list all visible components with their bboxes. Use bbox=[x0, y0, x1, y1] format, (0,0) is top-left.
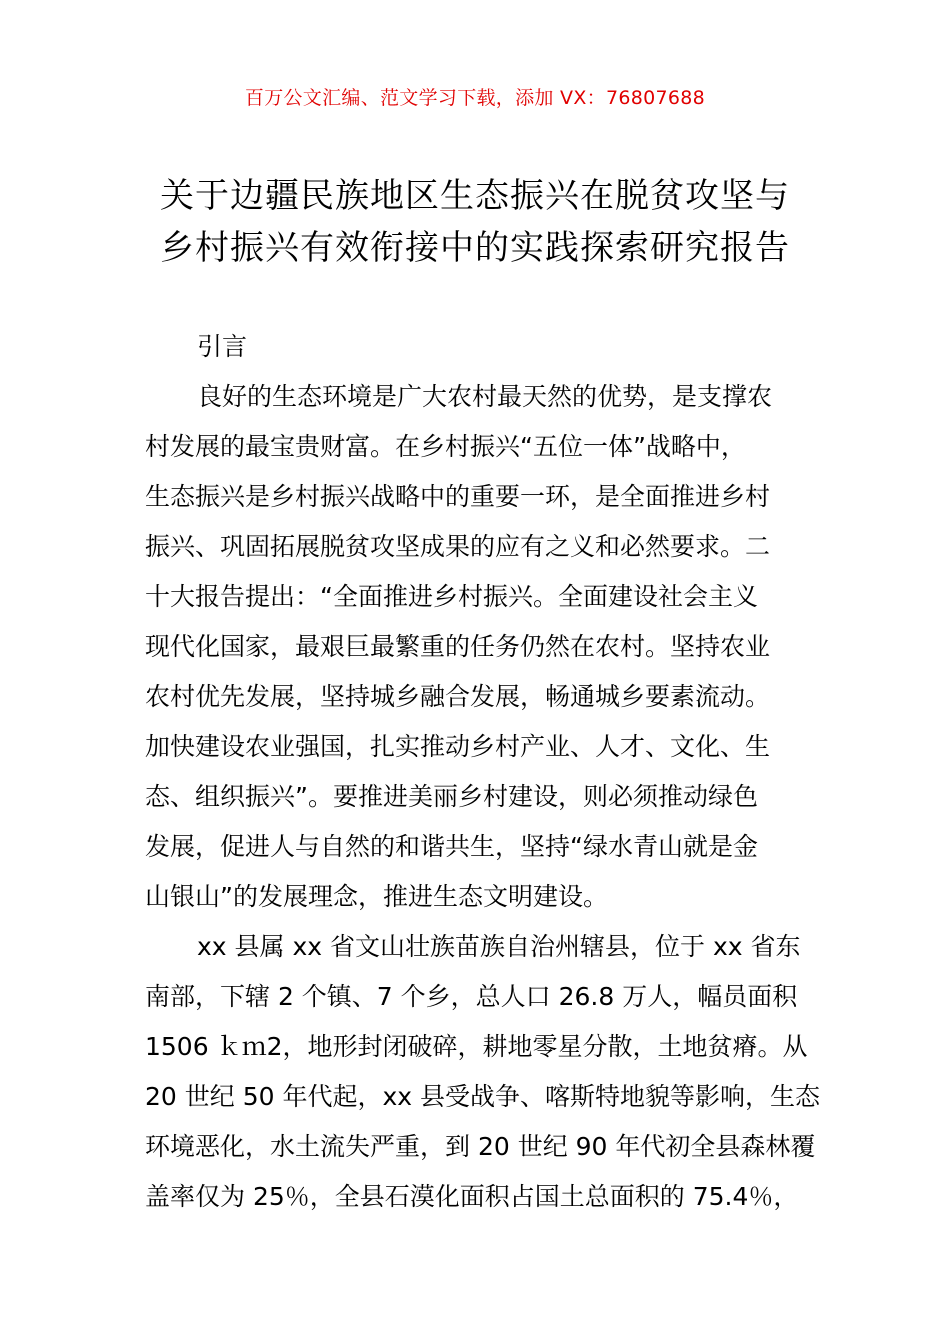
paragraph-line: 南部，下辖 2 个镇、7 个乡，总人口 26.8 万人，幅员面积 bbox=[145, 982, 798, 1011]
paragraph-line: 盖率仅为 25％，全县石漠化面积占国土总面积的 75.4％， bbox=[145, 1182, 799, 1211]
section-heading: 引言 bbox=[197, 332, 248, 361]
paragraph-line: xx 县属 xx 省文山壮族苗族自治州辖县，位于 xx 省东 bbox=[197, 932, 801, 961]
paragraph-line: 环境恶化，水土流失严重，到 20 世纪 90 年代初全县森林覆 bbox=[145, 1132, 816, 1161]
title-line-2: 乡村振兴有效衔接中的实践探索研究报告 bbox=[160, 228, 790, 268]
paragraph-line: 十大报告提出：“全面推进乡村振兴。全面建设社会主义 bbox=[145, 582, 758, 611]
paragraph-line: 发展，促进人与自然的和谐共生，坚持“绿水青山就是金 bbox=[145, 832, 758, 861]
document-body bbox=[145, 322, 821, 1222]
paragraph-line: 良好的生态环境是广大农村最天然的优势，是支撑农 bbox=[197, 382, 773, 411]
paragraph-2 bbox=[145, 922, 821, 1222]
paragraph-line: 1506 ｋｍ2，地形封闭破碎，耕地零星分散，土地贫瘠。从 bbox=[145, 1032, 808, 1061]
paragraph-line: 态、组织振兴”。要推进美丽乡村建设，则必须推动绿色 bbox=[145, 782, 758, 811]
watermark-banner: 百万公文汇编、范文学习下载，添加 VX：76807688 bbox=[244, 87, 706, 109]
paragraph-line: 山银山”的发展理念，推进生态文明建设。 bbox=[145, 882, 608, 911]
paragraph-line: 农村优先发展，坚持城乡融合发展，畅通城乡要素流动。 bbox=[145, 682, 771, 711]
title-line-1: 关于边疆民族地区生态振兴在脱贫攻坚与 bbox=[160, 176, 790, 216]
paragraph-line: 20 世纪 50 年代起，xx 县受战争、喀斯特地貌等影响，生态 bbox=[145, 1082, 821, 1111]
document-title bbox=[100, 170, 850, 274]
paragraph-line: 村发展的最宝贵财富。在乡村振兴“五位一体”战略中， bbox=[145, 432, 746, 461]
paragraph-1 bbox=[145, 372, 810, 922]
paragraph-line: 生态振兴是乡村振兴战略中的重要一环，是全面推进乡村 bbox=[145, 482, 771, 511]
paragraph-line: 加快建设农业强国，扎实推动乡村产业、人才、文化、生 bbox=[145, 732, 771, 761]
paragraph-line: 现代化国家，最艰巨最繁重的任务仍然在农村。坚持农业 bbox=[145, 632, 771, 661]
paragraph-line: 振兴、巩固拓展脱贫攻坚成果的应有之义和必然要求。二 bbox=[145, 532, 771, 561]
